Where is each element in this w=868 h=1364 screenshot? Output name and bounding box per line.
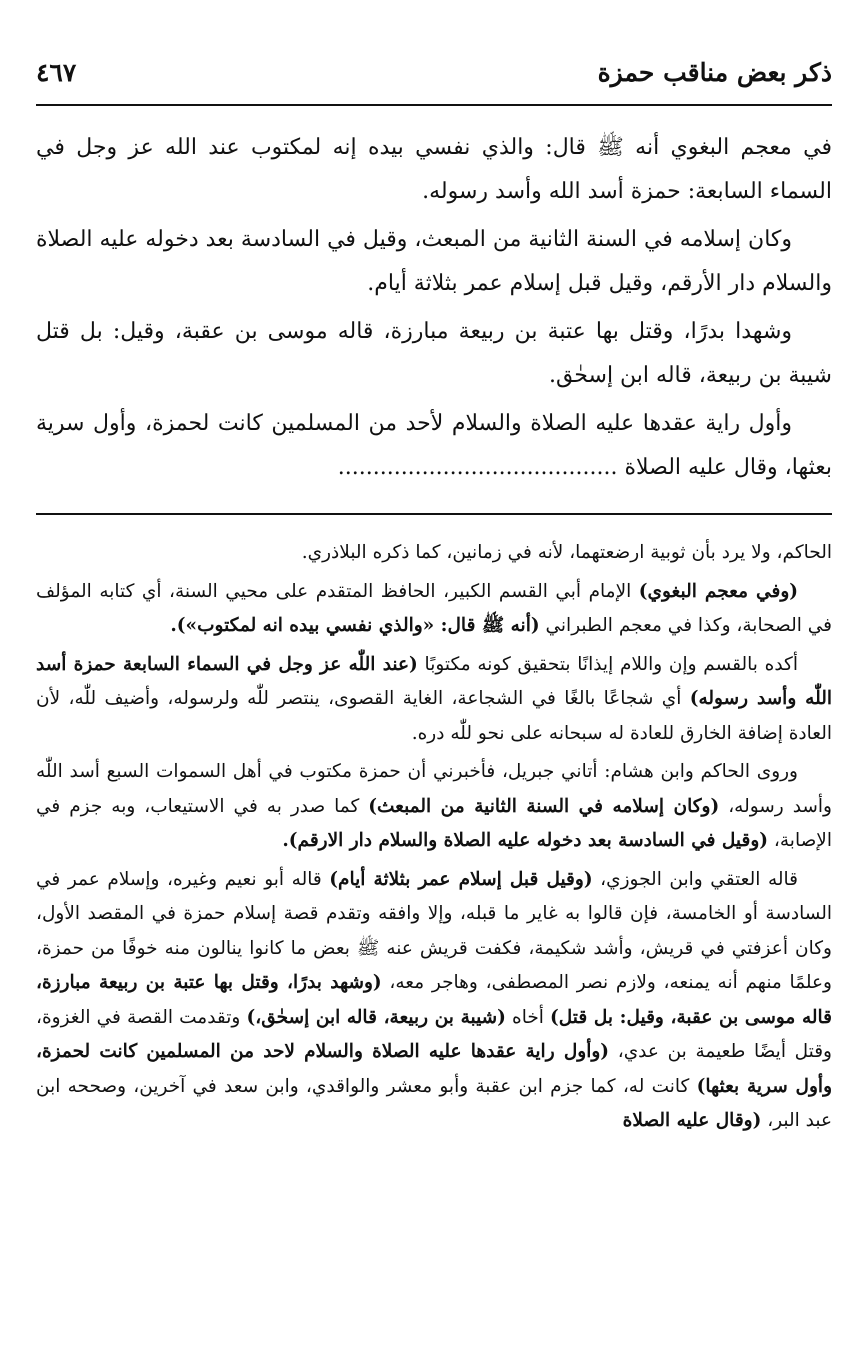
quoted-matn: (عند اللّٰه عز وجل في السماء السابعة حمزة أسد اللّٰه وأسد رسوله): [36, 653, 832, 709]
main-paragraph: وشهدا بدرًا، وقتل بها عتبة بن ربيعة مبارزة، قاله موسى بن عقبة، وقيل: بل قتل شيبة بن ربيعة، قاله ابن إسحٰق.: [36, 319, 832, 388]
header-divider: [36, 104, 832, 106]
commentary-text-run: قاله أبو نعيم وغيره، وإسلام عمر في السادسة أو الخامسة، فإن قالوا به غاير ما قبله، وإلا وافقه وتقدم قصة إسلام حمزة في المقصد الأول، وكان أعزفتي في قريش، وأشد شكيمة، فكفت قريش عنه ﷺ بعض ما كانوا ينالون منه خوفًا من حمزة، وعلمًا منهم أنه يمنعه، ولازم نصر المصطفى، وهاجر معه،: [36, 868, 832, 993]
commentary-text-run: الحاكم، ولا يرد بأن ثوبية ارضعتهما، لأنه في زمانين، كما ذكره البلاذري.: [301, 542, 832, 563]
main-paragraph: وكان إسلامه في السنة الثانية من المبعث، وقيل في السادسة بعد دخوله عليه الصلاة والسلام دار الأرقم، وقيل قبل إسلام عمر بثلاثة أيام.: [36, 227, 832, 296]
main-paragraph: في معجم البغوي أنه ﷺ قال: والذي نفسي بيده إنه لمكتوب عند الله عز وجل في السماء السابعة: حمزة أسد الله وأسد رسوله.: [36, 135, 832, 204]
page-number: ٤٦٧: [36, 57, 77, 87]
commentary-text-run: وتقدمت القصة في الغزوة، وقتل أيضًا طعيمة بن عدي،: [36, 1006, 832, 1062]
commentary-text-run: كانت له، كما جزم ابن عقبة وأبو معشر والواقدي، وابن سعد في آخرين، وصححه ابن عبد البر،: [36, 1075, 832, 1131]
commentary-paragraph: [36, 648, 832, 752]
commentary-text-run: أكده بالقسم وإن واللام إيذانًا بتحقيق كونه مكتوبًا: [417, 653, 798, 675]
commentary-text-run: كما صدر به في الاستيعاب، وبه جزم في الإصابة،: [36, 795, 832, 851]
quoted-matn: (شيبة بن ربيعة، قاله ابن إسحٰق،): [246, 1006, 506, 1028]
commentary-text-run: أي شجاعًا بالغًا في الشجاعة، الغاية القصوى، ينتصر للّٰه ولرسوله، وأضيف للّٰه، لأن العادة إضافة الخارق للعادة له سبحانه على نحو للّٰه دره.: [36, 688, 832, 744]
commentary-divider: [36, 513, 832, 515]
quoted-matn: (وأول راية عقدها عليه الصلاة والسلام لاحد من المسلمين كانت لحمزة، وأول سرية بعثها): [36, 1041, 832, 1097]
commentary-text: [36, 536, 832, 1336]
commentary-text-run: قاله العتقي وابن الجوزي،: [592, 868, 798, 890]
commentary-paragraph: [36, 575, 832, 644]
page-header: [36, 50, 832, 94]
quoted-matn: (أنه ﷺ قال: «والذي نفسي بيده انه لمكتوب»).: [170, 615, 540, 636]
quoted-matn: (وقيل قبل إسلام عمر بثلاثة أيام): [329, 868, 593, 890]
main-text: [36, 126, 832, 506]
commentary-paragraph: [36, 536, 832, 571]
commentary-text-run: الإمام أبي القسم الكبير، الحافظ المتقدم على محيي السنة، أي كتابه المؤلف في الصحابة، وكذا في معجم الطبراني: [36, 580, 832, 636]
quoted-matn: (وشهد بدرًا، وقتل بها عتبة بن ربيعة مبارزة، قاله موسى بن عقبة، وقيل: بل قتل): [36, 972, 832, 1028]
quoted-matn: (وفي معجم البغوي): [638, 580, 799, 602]
quoted-matn: (وقيل في السادسة بعد دخوله عليه الصلاة والسلام دار الارقم).: [282, 830, 769, 851]
commentary-text-run: وروى الحاكم وابن هشام: أتاني جبريل، فأخبرني أن حمزة مكتوب في أهل السموات السبع أسد اللّٰه وأسد رسوله،: [36, 761, 832, 817]
commentary-paragraph: [36, 755, 832, 859]
main-paragraph: وأول راية عقدها عليه الصلاة والسلام لأحد من المسلمين كانت لحمزة، وأول سرية بعثها، وقال عليه الصلاة ........................................: [36, 411, 832, 480]
page-title: ذكر بعض مناقب حمزة: [597, 57, 832, 87]
commentary-paragraph: [36, 863, 832, 1139]
commentary-text-run: أخاه: [505, 1006, 551, 1028]
quoted-matn: (وكان إسلامه في السنة الثانية من المبعث): [368, 795, 720, 817]
quoted-matn: (وقال عليه الصلاة: [622, 1110, 762, 1131]
